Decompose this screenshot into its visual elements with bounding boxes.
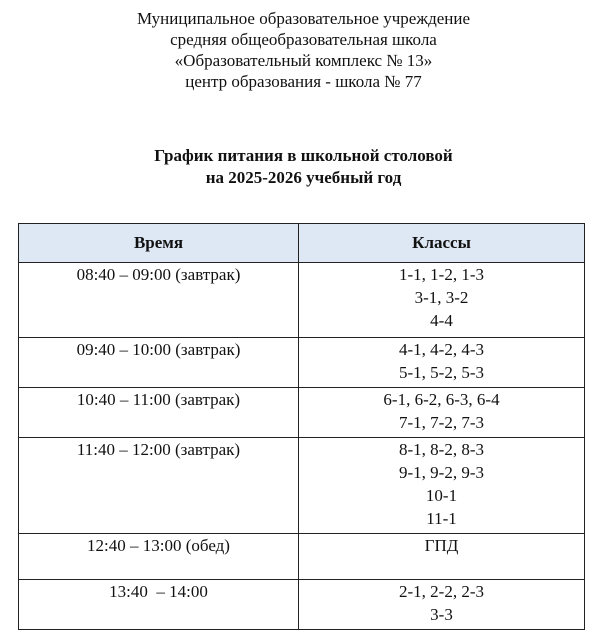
- time-cell: [19, 338, 299, 388]
- header-line: центр образования - школа № 77: [185, 72, 422, 91]
- class-group: 4-1, 4-2, 4-3: [399, 340, 484, 359]
- class-group: 8-1, 8-2, 8-3: [399, 440, 484, 459]
- school-header: [0, 8, 607, 92]
- classes-cell: [299, 388, 585, 438]
- class-group: 7-1, 7-2, 7-3: [399, 413, 484, 432]
- time-cell: [19, 388, 299, 438]
- table-header-row: [19, 224, 585, 263]
- column-header-time: Время: [19, 224, 299, 263]
- title-line-2: на 2025-2026 учебный год: [205, 168, 402, 187]
- title-line-1: График питания в школьной столовой: [154, 146, 453, 165]
- table-row: [19, 338, 585, 388]
- class-group: 10-1: [425, 486, 458, 505]
- classes-cell: [299, 438, 585, 534]
- meal-schedule-table: [18, 223, 585, 630]
- time-text: 12:40 – 13:00 (обед): [87, 536, 230, 555]
- class-group: 11-1: [426, 509, 457, 528]
- time-text: 08:40 – 09:00 (завтрак): [76, 265, 241, 284]
- time-text: 09:40 – 10:00 (завтрак): [76, 340, 241, 359]
- class-group: 5-1, 5-2, 5-3: [399, 363, 484, 382]
- class-group: 3-3: [430, 605, 453, 624]
- time-text: 11:40 – 12:00 (завтрак): [76, 440, 241, 459]
- time-text: 13:40 – 14:00: [109, 582, 208, 601]
- time-text: 10:40 – 11:00 (завтрак): [76, 390, 241, 409]
- header-line: средняя общеобразовательная школа: [170, 30, 437, 49]
- table-row: [19, 438, 585, 534]
- classes-cell: [299, 338, 585, 388]
- column-header-classes: Классы: [299, 224, 585, 263]
- classes-cell: [299, 580, 585, 630]
- table-row: [19, 388, 585, 438]
- class-group: ГПД: [424, 536, 459, 555]
- time-cell: [19, 438, 299, 534]
- table-row: [19, 580, 585, 630]
- class-group: 6-1, 6-2, 6-3, 6-4: [383, 390, 500, 409]
- classes-cell: [299, 534, 585, 580]
- class-group: 9-1, 9-2, 9-3: [399, 463, 484, 482]
- header-line: «Образовательный комплекс № 13»: [174, 51, 433, 70]
- table-row: [19, 263, 585, 338]
- time-cell: [19, 263, 299, 338]
- time-cell: [19, 580, 299, 630]
- class-group: 1-1, 1-2, 1-3: [399, 265, 484, 284]
- table-row: [19, 534, 585, 580]
- time-cell: [19, 534, 299, 580]
- classes-cell: [299, 263, 585, 338]
- class-group: 2-1, 2-2, 2-3: [399, 582, 484, 601]
- class-group: 4-4: [430, 311, 453, 330]
- header-line: Муниципальное образовательное учреждение: [136, 9, 471, 28]
- document-title: [0, 145, 607, 189]
- class-group: 3-1, 3-2: [414, 288, 469, 307]
